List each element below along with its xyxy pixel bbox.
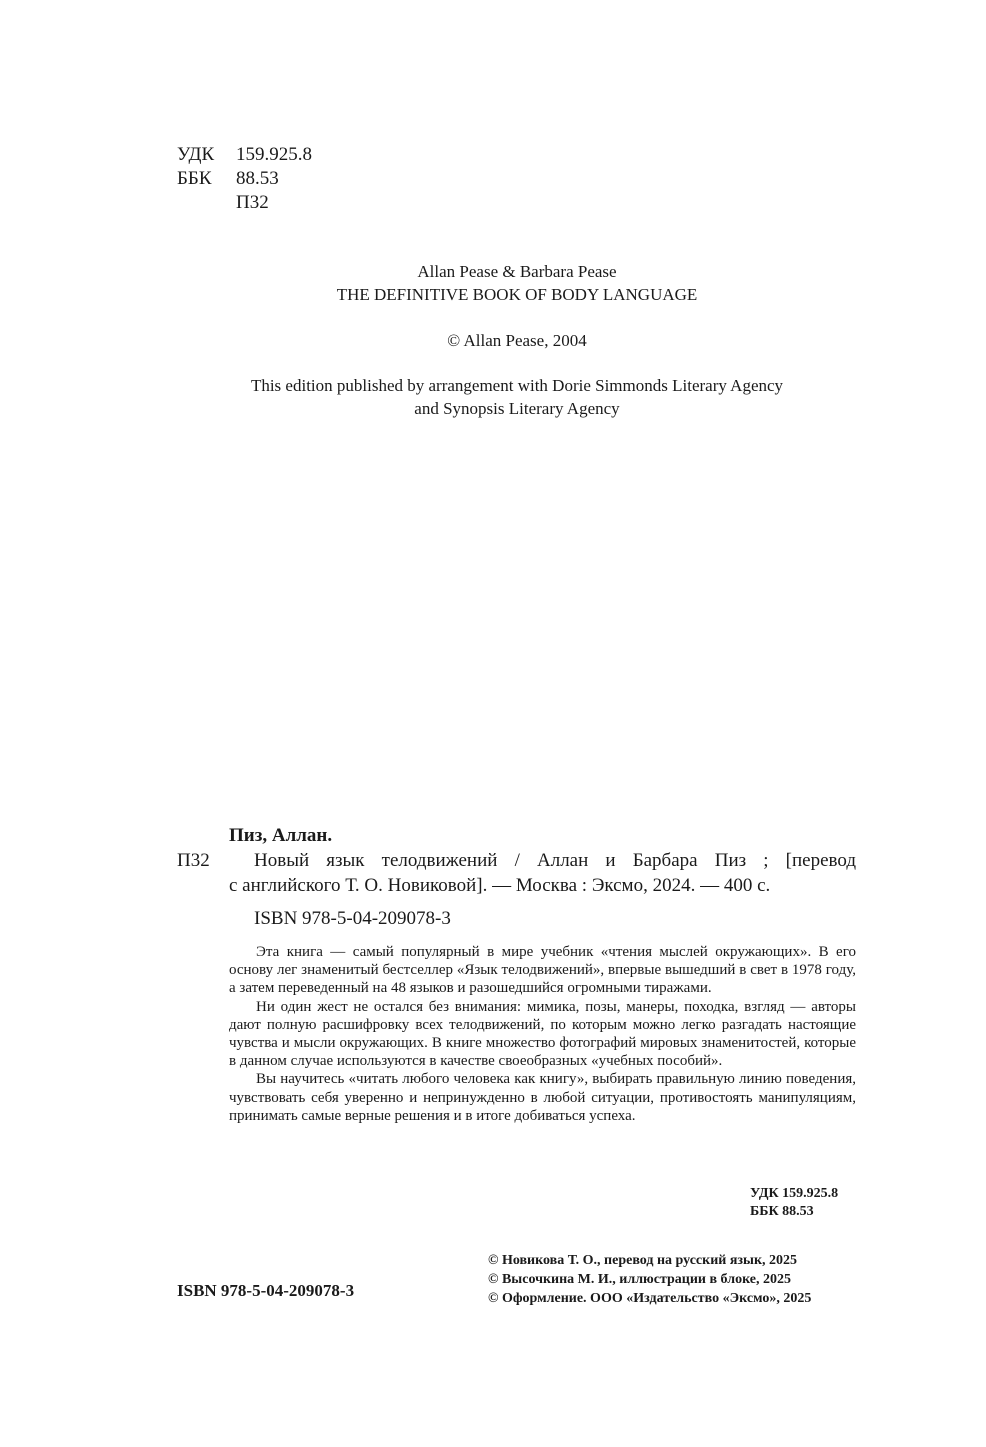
catalog-abstract: [229, 943, 856, 1125]
bbk-footer: ББК 88.53: [750, 1204, 814, 1219]
abstract-paragraph: Вы научитесь «читать любого человека как книгу», выбирать правильную линию поведения, чувствовать себя уверенно и непринужденно в любой ситуации, противостоять манипуляциям, принимать самые верные решения и в итоге добиваться успеха.: [229, 1071, 856, 1124]
original-title: THE DEFINITIVE BOOK OF BODY LANGUAGE: [336, 285, 698, 304]
author-mark-line: [177, 191, 269, 215]
udk-value: 159.925.8: [236, 144, 312, 165]
arrangement-line-2: and Synopsis Literary Agency: [414, 399, 620, 418]
arrangement-note: [0, 374, 986, 420]
catalog-author-mark: П32: [177, 850, 210, 871]
catalog-title-line-2: с английского Т. О. Новиковой]. — Москва : Эксмо, 2024. — 400 с.: [229, 875, 771, 896]
arrangement-line-1: This edition published by arrangement with Dorie Simmonds Literary Agency: [250, 376, 784, 395]
copyright-line: © Новикова Т. О., перевод на русский язык, 2025: [488, 1253, 798, 1268]
original-copyright: © Allan Pease, 2004: [447, 331, 587, 350]
bbk-label: ББК: [177, 168, 212, 189]
abstract-paragraph: Ни один жест не остался без внимания: мимика, позы, манеры, походка, взгляд — авторы дают полную расшифровку всех телодвижений, по которым можно легко разгадать настоящие чувства и мысли окружающих. В книге множество фотографий мировых знаменитостей, которые в данном случае используются в качестве своеобразных «учебных пособий».: [229, 998, 856, 1070]
udk-line: [177, 143, 312, 167]
original-edition: [0, 260, 986, 306]
abstract-paragraph: Эта книга — самый популярный в мире учебник «чтения мыслей окружающих». В его основу лег знаменитый бестселлер «Язык телодвижений», впервые вышедший в свет в 1978 году, а затем переведенный на 48 языков и разошедшийся огромными тиражами.: [229, 944, 856, 997]
original-copyright-block: [0, 329, 986, 352]
copyright-line: © Высочкина М. И., иллюстрации в блоке, 2025: [488, 1272, 791, 1287]
author-mark: П32: [236, 192, 269, 213]
catalog-author-heading: Пиз, Аллан.: [229, 825, 333, 846]
bbk-value: 88.53: [236, 168, 279, 189]
bbk-line: [177, 167, 279, 191]
catalog-codes-footer: [750, 1185, 838, 1221]
footer-isbn: ISBN 978-5-04-209078-3: [177, 1281, 355, 1300]
udk-footer: УДК 159.925.8: [750, 1186, 839, 1201]
footer-copyrights: [488, 1251, 811, 1308]
original-authors: Allan Pease & Barbara Pease: [417, 262, 617, 281]
catalog-title-line-1: Новый язык телодвижений / Аллан и Барбара Пиз ; [перевод: [254, 850, 856, 871]
udk-label: УДК: [177, 144, 215, 165]
copyright-line: © Оформление. ООО «Издательство «Эксмо», 2025: [488, 1291, 812, 1306]
catalog-isbn: ISBN 978-5-04-209078-3: [254, 908, 451, 929]
